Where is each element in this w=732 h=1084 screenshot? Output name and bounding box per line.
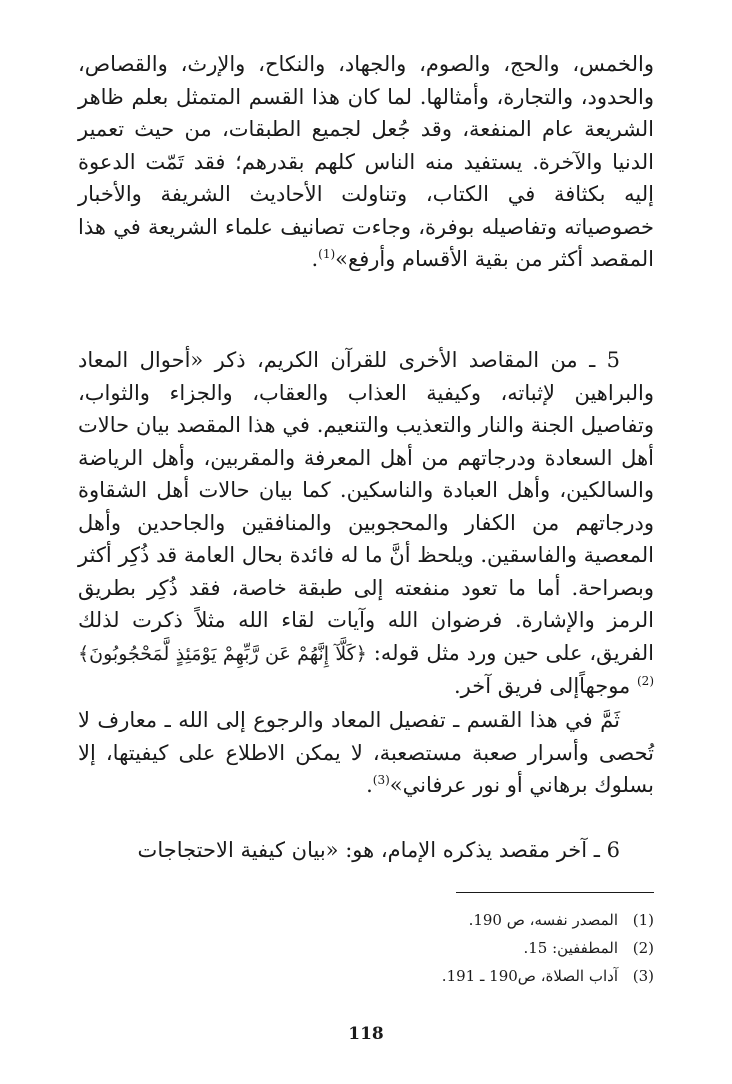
paragraph-tail: . bbox=[366, 773, 373, 797]
footnote-ref: (1) bbox=[318, 247, 336, 261]
footnote-text: المصدر نفسه، ص 190. bbox=[468, 911, 618, 929]
footnote-number: (1) bbox=[632, 911, 654, 929]
paragraph-section-5 bbox=[78, 344, 654, 703]
paragraph-tail: موجهاًإلى فريق آخر. bbox=[454, 674, 637, 698]
footnotes-list bbox=[78, 906, 654, 990]
footnote-number: (3) bbox=[632, 967, 654, 985]
footnote-ref: (2) bbox=[636, 674, 654, 688]
footnote-ref: (3) bbox=[372, 773, 390, 787]
footnote-item bbox=[78, 906, 654, 934]
footnote-divider bbox=[456, 892, 654, 893]
book-page bbox=[78, 40, 654, 1044]
footnote-item bbox=[78, 934, 654, 962]
footnote-number: (2) bbox=[632, 939, 654, 957]
paragraph-return-to-god bbox=[78, 704, 654, 802]
paragraph-text: والخمس، والحج، والصوم، والجهاد، والنكاح، والإرث، والقصاص، والحدود، والتجارة، وأمثالها. لما كان هذا القسم المتمثل بعلم ظاهر الشريعة عام المنفعة، وقد جُعل لجميع الطبقات، من حيث تعمير الدنيا والآخرة. يستفيد منه الناس كلهم بقدرهم؛ فقد تَمّت الدعوة إليه بكثافة في الكتاب، وتناولت الأحاديث الشريفة والأخبار خصوصياته وتفاصيله بوفرة، وجاءت تصانيف علماء الشريعة في هذا المقصد أكثر من بقية الأقسام وأرفع» bbox=[78, 52, 654, 271]
paragraph-text: 6 ـ آخر مقصد يذكره الإمام، هو: «بيان كيفية الاحتجاجات bbox=[137, 838, 620, 862]
footnote-text: آداب الصلاة، ص190 ـ 191. bbox=[441, 967, 618, 985]
quran-verse: ﴿كَلَّآ إِنَّهُمْ عَن رَّبِّهِمْ يَوْمَئِذٍ لَّمَحْجُوبُونَ﴾ bbox=[78, 642, 367, 665]
paragraph-tail: . bbox=[311, 247, 319, 271]
paragraph-text: 5 ـ من المقاصد الأخرى للقرآن الكريم، ذكر «أحوال المعاد والبراهين لإثباته، وكيفية العذاب والعقاب، والجزاء والثواب، وتفاصيل الجنة والنار والتعذيب والتنعيم. في هذا المقصد بيان حالات أهل السعادة ودرجاتهم من أهل المعرفة والمقربين، وأهل الرياضة والسالكين، وأهل العبادة والناسكين. كما بيان حالات أهل الشقاوة ودرجاتهم من الكفار والمحجوبين والمنافقين والجاحدين وأهل المعصية والفاسقين. ويلحظ أنَّ ما له فائدة بحال العامة قد ذُكِر أكثر وبصراحة. أما ما تعود منفعته إلى طبقة خاصة، فقد ذُكِر بطريق الرمز والإشارة. فرضوان الله وآيات لقاء الله مثلاً ذكرت لذلك الفريق، على حين ورد مثل قوله: bbox=[78, 348, 654, 665]
paragraph-continuation bbox=[78, 48, 654, 276]
footnote-item bbox=[78, 962, 654, 990]
page-number: 118 bbox=[348, 1024, 384, 1044]
paragraph-text: ثَمَّ في هذا القسم ـ تفصيل المعاد والرجوع إلى الله ـ معارف لا تُحصى وأسرار صعبة مستصعبة، لا يمكن الاطلاع على كيفيتها، إلا بسلوك برهاني أو نور عرفاني» bbox=[78, 708, 654, 797]
paragraph-section-6 bbox=[78, 834, 654, 867]
footnote-text: المطففين: 15. bbox=[523, 939, 618, 957]
